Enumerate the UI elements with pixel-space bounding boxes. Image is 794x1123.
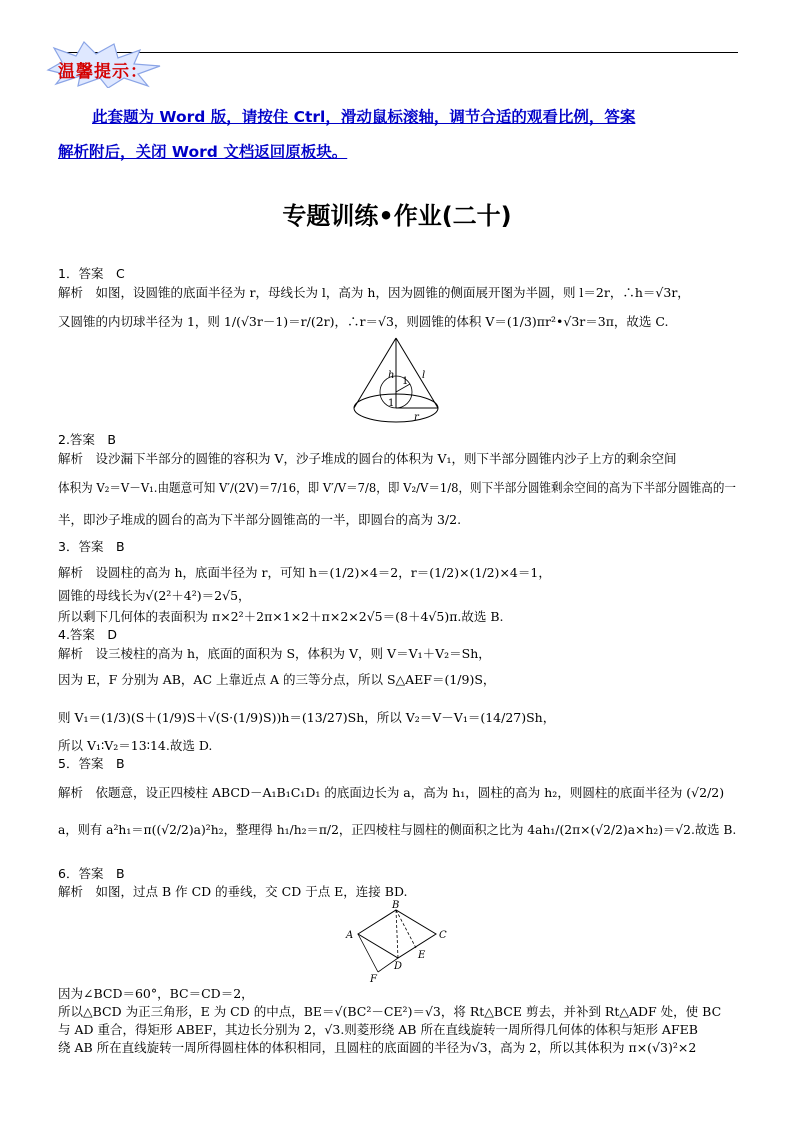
solution-5-line-1: 解析 依题意，设正四棱柱 ABCD－A₁B₁C₁D₁ 的底面边长为 a，高为 h₁，圆柱的高为 h₂，则圆柱的底面半径为 (√2/2) (58, 785, 725, 800)
answer-2: 2.答案 B (58, 432, 117, 447)
cone-figure (350, 334, 442, 428)
solution-1-line-2: 又圆锥的内切球半径为 1，则 1/(√3r－1)＝r/(2r)，∴r＝√3，则圆锥的体积 V＝(1/3)πr²•√3r＝3π，故选 C. (58, 314, 669, 329)
cone-label-h: h (388, 370, 395, 381)
answer-3: 3．答案 B (58, 539, 125, 554)
solution-5-line-2: a，则有 a²h₁＝π((√2/2)a)²h₂，整理得 h₁/h₂＝π/2，正四棱柱与圆柱的侧面积之比为 4ah₁/(2π×(√2/2)a×h₂)＝√2.故选 B. (58, 822, 737, 837)
notice-line-2: 解析附后，关闭 Word 文档返回原板块。 (58, 143, 348, 161)
solution-6-line-1: 解析 如图，过点 B 作 CD 的垂线，交 CD 于点 E，连接 BD. (58, 884, 408, 899)
answer-4: 4.答案 D (58, 627, 118, 642)
solution-2-line-1: 解析 设沙漏下半部分的圆锥的容积为 V，沙子堆成的圆台的体积为 V₁，则下半部分圆锥内沙子上方的剩余空间 (58, 451, 677, 466)
cone-label-l: l (422, 370, 426, 381)
solution-2-line-2: 体积为 V₂＝V－V₁.由题意可知 V′/(2V)＝7/16，即 V′/V＝7/8，即 V₂/V＝1/8，则下半部分圆锥剩余空间的高为下半部分圆锥高的一 (58, 480, 736, 495)
solution-4-line-4: 所以 V₁∶V₂＝13∶14.故选 D. (58, 738, 213, 753)
solution-6-line-4: 与 AD 重合，得矩形 ABEF，其边长分别为 2，√3.则菱形绕 AB 所在直线旋转一周所得几何体的体积与矩形 AFEB (58, 1022, 698, 1037)
page-title: 专题训练•作业(二十) (282, 202, 512, 230)
solution-4-line-3: 则 V₁＝(1/3)(S＋(1/9)S＋√(S·(1/9)S))h＝(13/27)Sh，所以 V₂＝V－V₁＝(14/27)Sh， (58, 710, 556, 725)
word-notice (58, 100, 742, 170)
rhombus-label-c: C (439, 930, 447, 941)
solution-4-line-2: 因为 E，F 分别为 AB，AC 上靠近点 A 的三等分点，所以 S△AEF＝(1/9)S， (58, 672, 496, 687)
cone-label-1b: 1 (388, 398, 395, 409)
notice-line-1: 此套题为 Word 版，请按住 Ctrl，滑动鼠标滚轴，调节合适的观看比例，答案 (92, 108, 636, 126)
solution-2-line-3: 半，即沙子堆成的圆台的高为下半部分圆锥高的一半，即圆台的高为 3/2. (58, 512, 462, 527)
rhombus-label-e: E (418, 950, 426, 961)
solution-3-line-2: 圆锥的母线长为√(2²＋4²)＝2√5， (58, 588, 251, 603)
cone-label-r: r (414, 412, 419, 423)
tip-title: 温馨提示： (58, 62, 148, 82)
rhombus-label-a: A (346, 930, 354, 941)
rhombus-label-d: D (394, 961, 403, 972)
solution-1-line-1: 解析 如图，设圆锥的底面半径为 r，母线长为 l，高为 h，因为圆锥的侧面展开图为半圆，则 l＝2r，∴h＝√3r， (58, 285, 690, 300)
answer-5: 5．答案 B (58, 756, 125, 771)
rhombus-label-b: B (392, 900, 400, 911)
answer-6: 6．答案 B (58, 866, 125, 881)
rhombus-label-f: F (370, 974, 377, 984)
solution-6-line-5: 绕 AB 所在直线旋转一周所得圆柱体的体积相同，且圆柱的底面圆的半径为√3，高为 2，所以其体积为 π×(√3)²×2 (58, 1040, 697, 1055)
cone-label-1a: 1 (402, 376, 409, 387)
solution-4-line-1: 解析 设三棱柱的高为 h，底面的面积为 S，体积为 V，则 V＝V₁＋V₂＝Sh， (58, 646, 491, 661)
rhombus-figure (340, 898, 450, 984)
answer-1: 1．答案 C (58, 266, 125, 281)
solution-3-line-3: 所以剩下几何体的表面积为 π×2²＋2π×1×2＋π×2×2√5＝(8＋4√5)π.故选 B. (58, 609, 504, 624)
solution-6-line-3: 所以△BCD 为正三角形，E 为 CD 的中点，BE＝√(BC²－CE²)＝√3，将 Rt△BCE 剪去，并补到 Rt△ADF 处，使 BC (58, 1004, 722, 1019)
solution-3-line-1: 解析 设圆柱的高为 h，底面半径为 r，可知 h＝(1/2)×4＝2，r＝(1/2)×(1/2)×4＝1， (58, 565, 551, 580)
solution-6-line-2: 因为∠BCD＝60°，BC＝CD＝2， (58, 986, 254, 1001)
